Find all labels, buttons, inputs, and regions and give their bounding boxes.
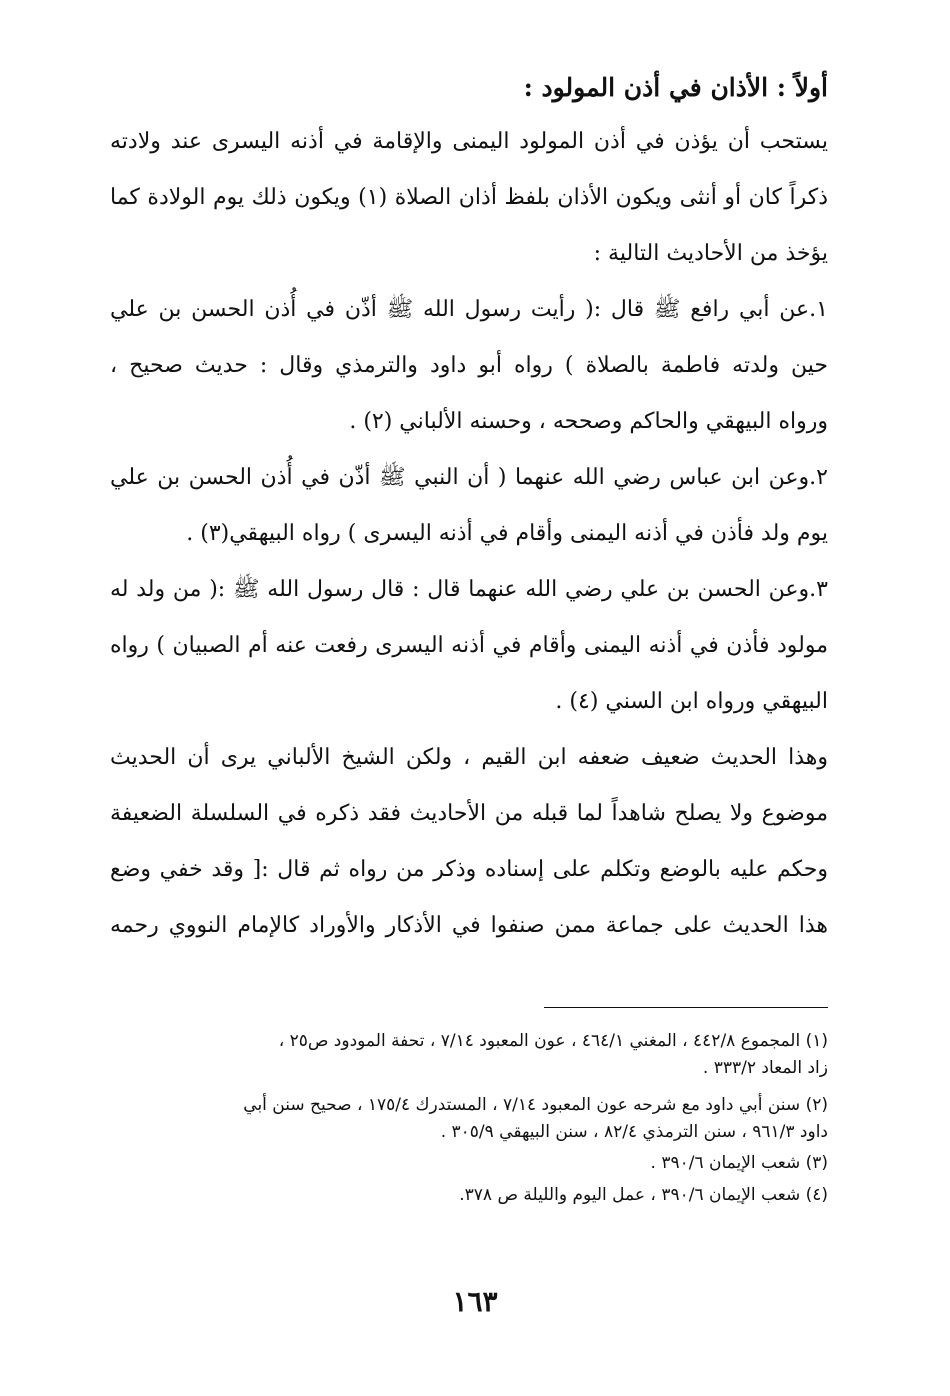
hadith-line: ورواه البيهقي والحاكم وصححه ، وحسنه الألباني (٢) .	[349, 409, 828, 434]
hadith-line: حين ولدته فاطمة بالصلاة ) رواه أبو داود والترمذي وقال : حديث صحيح ،	[110, 353, 828, 378]
footnote-line: (٣) شعب الإيمان ٣٩٠/٦ .	[650, 1153, 828, 1173]
hadith-line: ١.عن أبي رافع ﷺ قال :( رأيت رسول الله ﷺ أذّن في أُذن الحسن بن علي	[110, 297, 828, 322]
hadith-line: البيهقي ورواه ابن السني (٤) .	[555, 689, 828, 714]
section-heading: أولاً : الأذان في أذن المولود :	[523, 73, 828, 102]
footnote-line: زاد المعاد ٣٣٣/٢ .	[702, 1058, 828, 1078]
footnote-line: (٢) سنن أبي داود مع شرحه عون المعبود ٧/١٤ ، المستدرك ١٧٥/٤ ، صحيح سنن أبي	[243, 1095, 828, 1115]
paragraph-line: موضوع ولا يصلح شاهداً لما قبله من الأحاديث فقد ذكره في السلسلة الضعيفة	[110, 801, 828, 826]
page-number: ١٦٣	[452, 1285, 498, 1318]
hadith-line: ٢.وعن ابن عباس رضي الله عنهما ( أن النبي ﷺ أذّن في أُذن الحسن بن علي	[110, 465, 828, 490]
footnote-line: داود ٩٦١/٣ ، سنن الترمذي ٨٢/٤ ، سنن البيهقي ٣٠٥/٩ .	[440, 1122, 828, 1142]
paragraph-line: وحكم عليه بالوضع وتكلم على إسناده وذكر من رواه ثم قال :[ وقد خفي وضع	[110, 857, 828, 882]
footnote-line: (٤) شعب الإيمان ٣٩٠/٦ ، عمل اليوم والليلة ص ٣٧٨.	[459, 1185, 828, 1205]
paragraph-line: ذكراً كان أو أنثى ويكون الأذان بلفظ أذان الصلاة (١) ويكون ذلك يوم الولادة كما	[110, 185, 828, 210]
hadith-line: ٣.وعن الحسن بن علي رضي الله عنهما قال : قال رسول الله ﷺ :( من ولد له	[110, 577, 828, 602]
hadith-line: مولود فأذن في أذنه اليمنى وأقام في أذنه اليسرى رفعت عنه أم الصبيان ) رواه	[110, 633, 828, 658]
footnote-line: (١) المجموع ٤٤٢/٨ ، المغني ٤٦٤/١ ، عون المعبود ٧/١٤ ، تحفة المودود ص٢٥ ،	[278, 1031, 828, 1051]
hadith-line: يوم ولد فأذن في أذنه اليمنى وأقام في أذنه اليسرى ) رواه البيهقي(٣) .	[186, 521, 828, 546]
paragraph-line: يؤخذ من الأحاديث التالية :	[593, 241, 828, 266]
paragraph-line: هذا الحديث على جماعة ممن صنفوا في الأذكار والأوراد كالإمام النووي رحمه	[110, 913, 828, 938]
paragraph-line: وهذا الحديث ضعيف ضعفه ابن القيم ، ولكن الشيخ الألباني يرى أن الحديث	[110, 745, 828, 770]
footnote-divider	[544, 1007, 828, 1008]
paragraph-line: يستحب أن يؤذن في أذن المولود اليمنى والإقامة في أذنه اليسرى عند ولادته	[110, 129, 828, 154]
